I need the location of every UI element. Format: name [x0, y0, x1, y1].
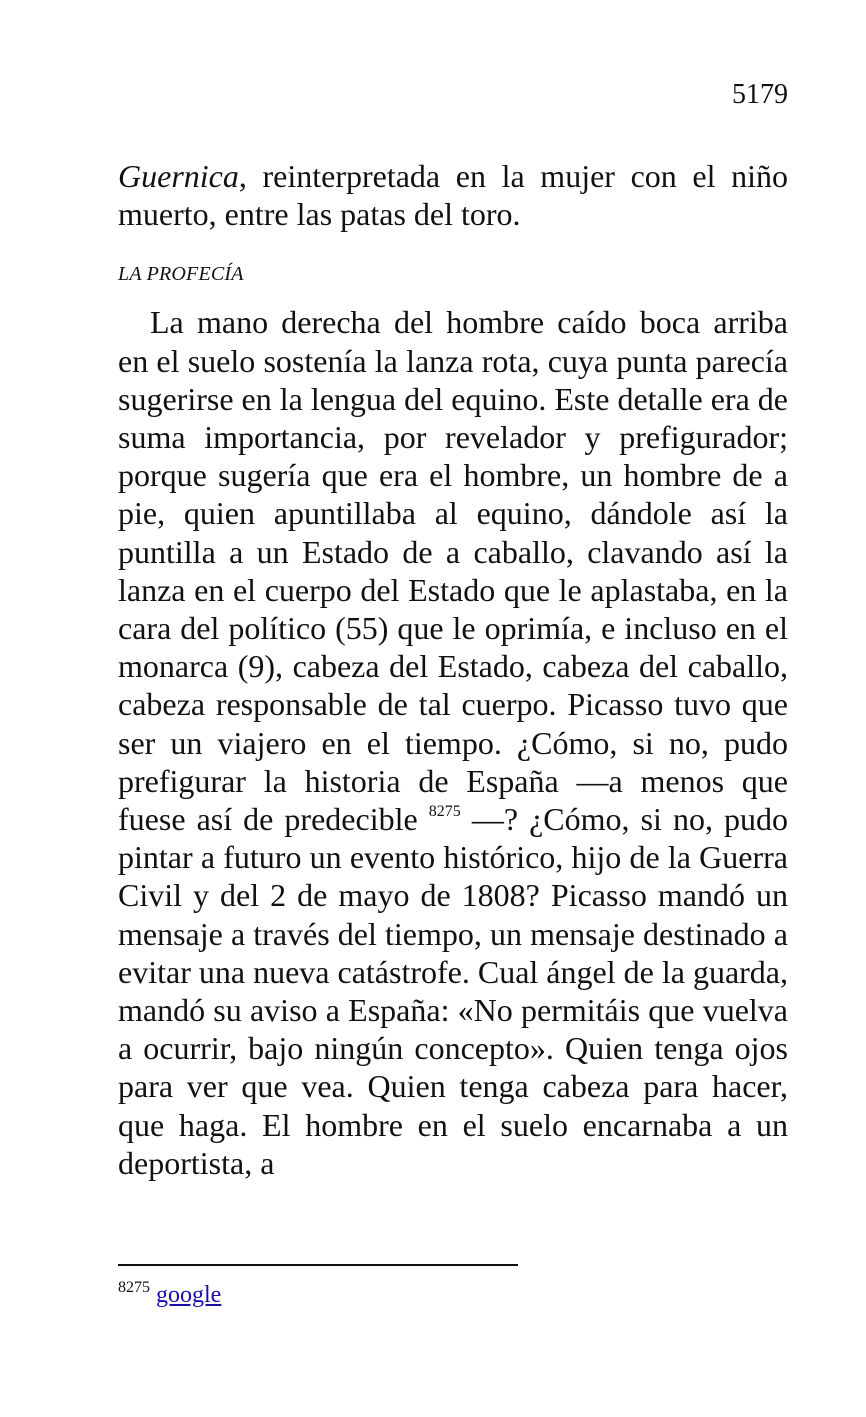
footnote-number: 8275 [118, 1279, 150, 1296]
continuation-text: , reinterpretada en la mujer con el niño muerto, entre las patas del toro. [118, 158, 788, 233]
page-number: 5179 [732, 79, 788, 110]
footnote-divider [118, 1264, 518, 1266]
section-heading: LA PROFECÍA [118, 263, 244, 286]
artwork-title: Guernica [118, 158, 239, 194]
body-paragraph [118, 303, 788, 1182]
paragraph-text-before-ref: La mano derecha del hombre caído boca arriba en el suelo sostenía la lanza rota, cuya punta parecía sugerirse en la lengua del equino. Este detalle era de suma importancia, por revelador y prefigurador; porque sugería que era el hombre, un hombre de a pie, quien apuntillaba al equino, dándole así la puntilla a un Estado de a caballo, clavando así la lanza en el cuerpo del Estado que le aplastaba, en la cara del político (55) que le oprimía, e incluso en el monarca (9), cabeza del Estado, cabeza del caballo, cabeza responsable de tal cuerpo. Picasso tuvo que ser un viajero en el tiempo. ¿Cómo, si no, pudo prefigurar la historia de España —a menos que fuese así de predecible [118, 304, 788, 838]
continuation-paragraph [118, 157, 788, 233]
footnote-reference[interactable]: 8275 [428, 803, 461, 821]
paragraph-text-after-ref: —? ¿Cómo, si no, pudo pintar a futuro un evento histórico, hijo de la Guerra Civil y del 2 de mayo de 1808? Picasso mandó un mensaje a través del tiempo, un mensaje destinado a evitar una nueva catástrofe. Cual ángel de la guarda, mandó su aviso a España: «No permitáis que vuelva a ocurrir, bajo ningún concepto». Quien tenga ojos para ver que vea. Quien tenga cabeza para hacer, que haga. El hombre en el suelo encarnaba a un deportista, a [118, 801, 789, 1181]
footnote [118, 1280, 221, 1310]
footnote-link[interactable]: google [156, 1282, 222, 1308]
page-body [118, 157, 788, 1182]
